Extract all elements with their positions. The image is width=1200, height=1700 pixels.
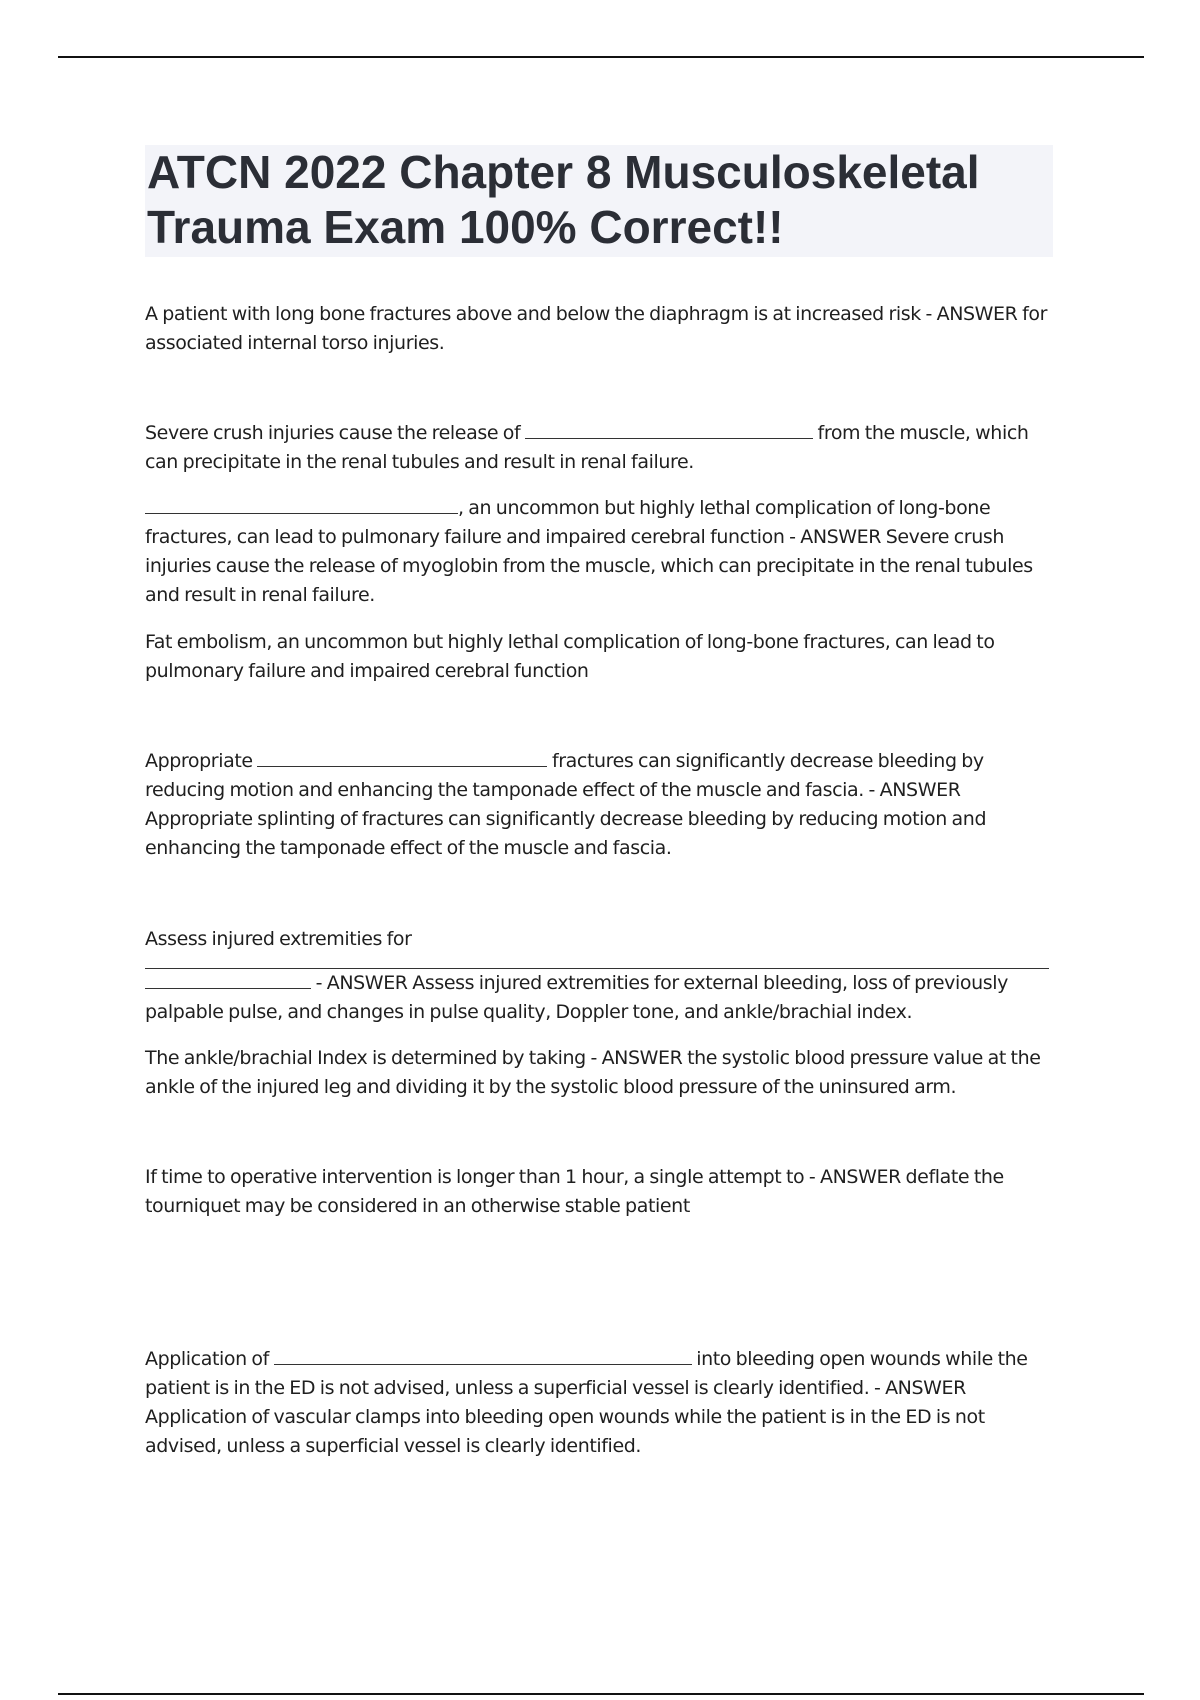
qa-item-6 xyxy=(145,925,1055,1027)
qa-text: , an uncommon but highly lethal complication of long-bone fractures, can lead to pulmonary failure and impaired cerebral function - ANSWER Severe crush injuries cause the release of myoglobin from the muscle, which can precipitate in the renal tubules and result in renal failure. xyxy=(145,497,1033,606)
qa-item-1: A patient with long bone fractures above and below the diaphragm is at increased risk - ANSWER for associated internal torso injuries. xyxy=(145,303,1048,354)
title-line-1: ATCN 2022 Chapter 8 Musculoskeletal xyxy=(147,146,980,198)
qa-item-4: Fat embolism, an uncommon but highly lethal complication of long-bone fractures, can lead to pulmonary failure and impaired cerebral function xyxy=(145,631,995,682)
qa-item-7: The ankle/brachial Index is determined by taking - ANSWER the systolic blood pressure value at the ankle of the injured leg and dividing it by the systolic blood pressure of the uninsured arm. xyxy=(145,1047,1041,1098)
qa-item-8: If time to operative intervention is longer than 1 hour, a single attempt to - ANSWER deflate the tourniquet may be considered in an otherwise stable patient xyxy=(145,1166,1004,1217)
header-rule xyxy=(58,56,1144,58)
footer-rule xyxy=(58,1693,1144,1695)
title-line-2: Trauma Exam 100% Correct!! xyxy=(147,201,784,253)
qa-item-2 xyxy=(145,419,1055,477)
fill-blank-line xyxy=(145,970,311,989)
fill-blank-line xyxy=(525,420,813,439)
document-title xyxy=(145,145,1053,255)
qa-text: Assess injured extremities for xyxy=(145,928,412,950)
qa-answer-line xyxy=(145,969,1055,1027)
fill-blank-line xyxy=(257,748,547,767)
qa-text: from the muscle, which can precipitate in the renal tubules and result in renal failure. xyxy=(145,422,1029,473)
qa-text: Appropriate xyxy=(145,750,258,772)
qa-text: Application of xyxy=(145,1348,274,1370)
qa-text: Severe crush injuries cause the release of xyxy=(145,422,525,444)
fill-blank-line xyxy=(145,495,458,514)
qa-text: - ANSWER Assess injured extremities for external bleeding, loss of previously palpable pulse, and changes in pulse quality, Doppler tone, and ankle/brachial index. xyxy=(145,972,1008,1023)
qa-item-5 xyxy=(145,747,1055,863)
qa-item-9 xyxy=(145,1345,1055,1461)
fill-blank-line xyxy=(274,1346,692,1365)
qa-item-3 xyxy=(145,494,1055,610)
title-block xyxy=(145,145,1053,257)
qa-text: fractures can significantly decrease bleeding by reducing motion and enhancing the tamponade effect of the muscle and fascia. - ANSWER Appropriate splinting of fractures can significantly decrease bleeding by reducing motion and enhancing the tamponade effect of the muscle and fascia. xyxy=(145,750,987,859)
qa-text: into bleeding open wounds while the patient is in the ED is not advised, unless a superficial vessel is clearly identified. - ANSWER Application of vascular clamps into bleeding open wounds while the patient is in the ED is not advised, unless a superficial vessel is clearly identified. xyxy=(145,1348,1028,1457)
